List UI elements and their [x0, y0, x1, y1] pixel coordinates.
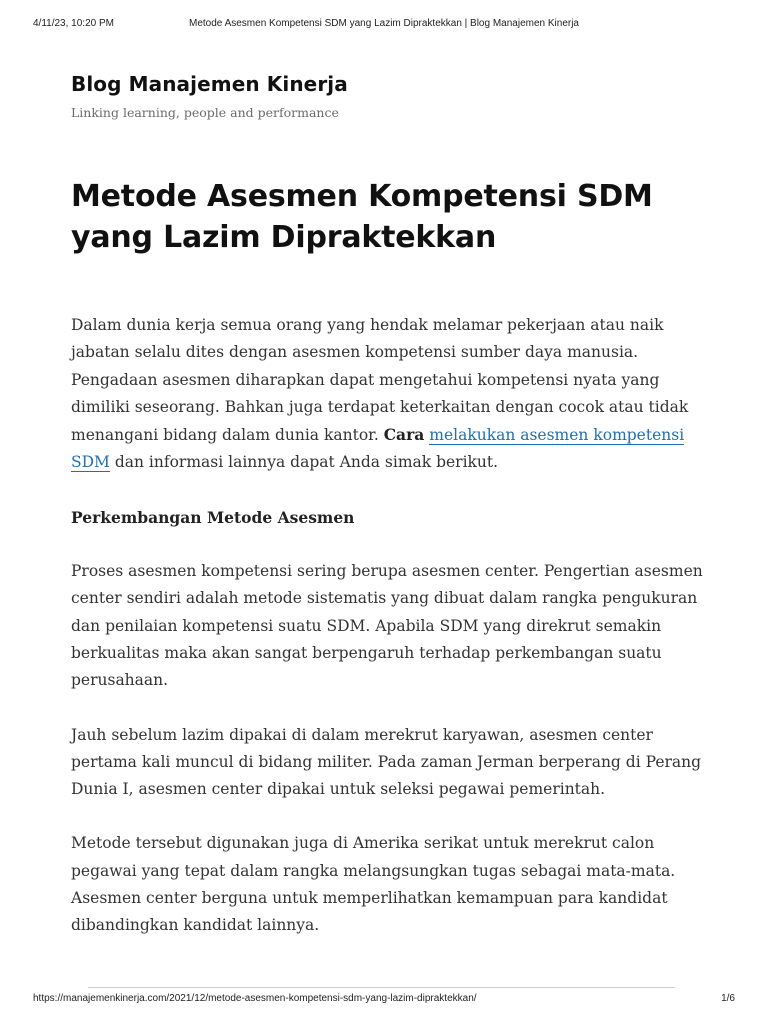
section-subheading: Perkembangan Metode Asesmen [71, 507, 355, 527]
body-paragraph: Metode tersebut digunakan juga di Amerika serikat untuk merekrut calon pegawai yang tepat dalam rangka melangsungkan tugas sebagai mata-mata. Asesmen center berguna untuk memperlihatkan kemampuan para kandidat dibandingkan kandidat lainnya. [71, 834, 676, 935]
site-tagline: Linking learning, people and performance [71, 105, 339, 120]
intro-bold-word: Cara [383, 425, 425, 445]
print-url: https://manajemenkinerja.com/2021/12/metode-asesmen-kompetensi-sdm-yang-lazim-dipraktekkan/ [33, 993, 477, 1004]
post-content [71, 312, 711, 967]
intro-text: Dalam dunia kerja semua orang yang hendak melamar pekerjaan atau naik jabatan selalu dites dengan asesmen kompetensi sumber daya manusia. Pengadaan asesmen diharapkan dapat mengetahui kompetensi nyata yang dimiliki seseorang. Bahkan juga terdapat keterkaitan dengan cocok atau tidak menangani bidang dalam dunia kantor. [71, 316, 689, 445]
footer-divider [88, 987, 675, 988]
body-paragraph: Jauh sebelum lazim dipakai di dalam merekrut karyawan, asesmen center pertama kali muncul di bidang militer. Pada zaman Jerman berperang di Perang Dunia I, asesmen center dipakai untuk seleksi pegawai pemerintah. [71, 725, 702, 799]
body-paragraph: Proses asesmen kompetensi sering berupa asesmen center. Pengertian asesmen center sendiri adalah metode sistematis yang dibuat dalam rangka pengukuran dan penilaian kompetensi suatu SDM. Apabila SDM yang direkrut semakin berkualitas maka akan sangat berpengaruh terhadap perkembangan suatu perusahaan. [71, 562, 703, 690]
site-title[interactable]: Blog Manajemen Kinerja [71, 72, 348, 96]
post-title: Metode Asesmen Kompetensi SDM yang Lazim Dipraktekkan [71, 179, 653, 255]
asesmen-kompetensi-link[interactable]: melakukan asesmen kompetensi SDM [71, 426, 685, 472]
page-number: 1/6 [721, 993, 735, 1004]
intro-text-after: dan informasi lainnya dapat Anda simak berikut. [109, 453, 499, 472]
print-datetime: 4/11/23, 10:20 PM [33, 18, 114, 29]
print-page-title: Metode Asesmen Kompetensi SDM yang Lazim Dipraktekkan | Blog Manajemen Kinerja [188, 18, 579, 29]
intro-paragraph [71, 312, 711, 477]
